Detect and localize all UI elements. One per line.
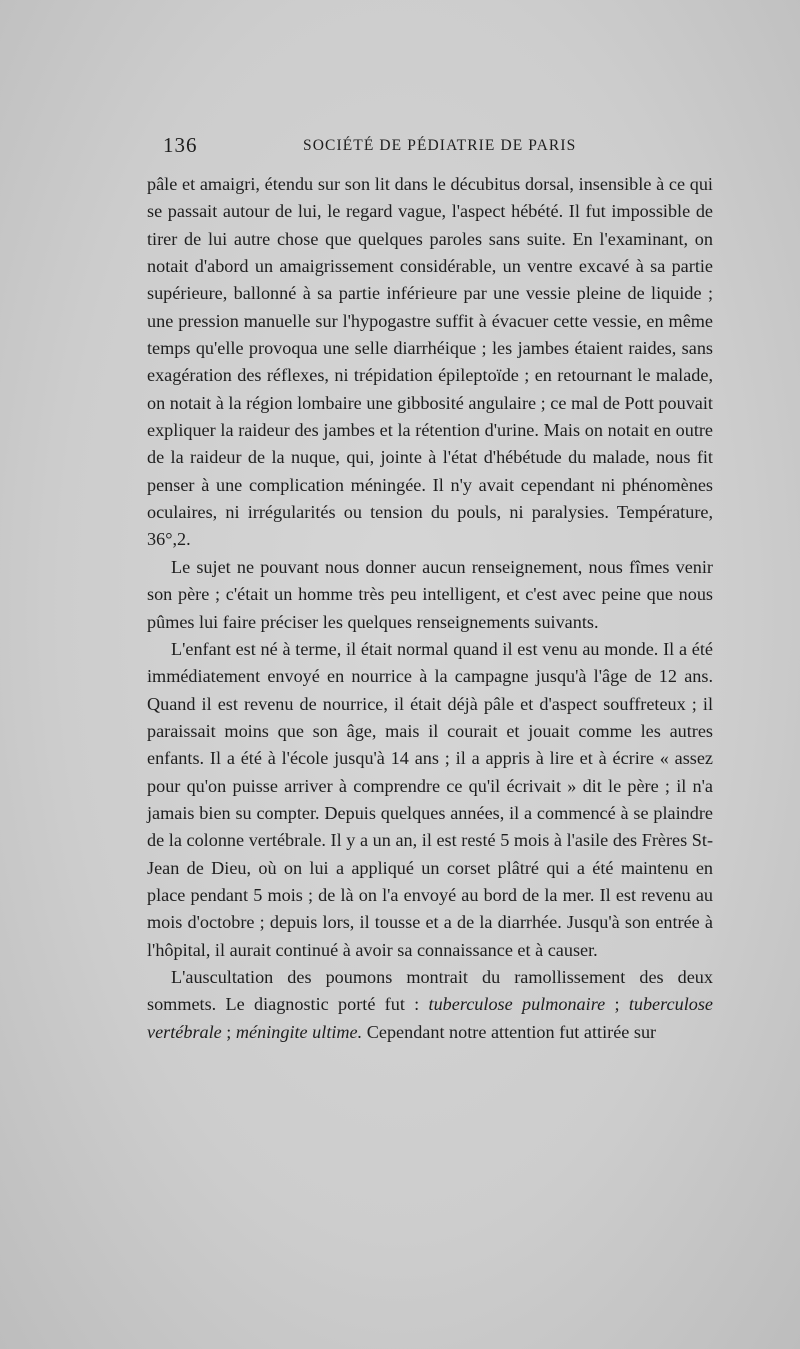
page-number: 136 [163, 133, 198, 157]
paragraph-3: L'enfant est né à terme, il était normal quand il est venu au monde. Il a été immédiatement envoyé en nourrice à la campagne jusqu'à l'âge de 12 ans. Quand il est revenu de nourrice, il était déjà pâle et d'aspect souffreteux ; il paraissait moins que son âge, mais il courait et jouait comme les autres enfants. Il a été à l'école jusqu'à 14 ans ; il a appris à lire et à écrire « assez pour qu'on puisse arriver à comprendre ce qu'il écrivait » dit le père ; il n'a jamais bien su compter. Depuis quelques années, il a commencé à se plaindre de la colonne vertébrale. Il y a un an, il est resté 5 mois à l'asile des Frères St-Jean de Dieu, où on lui a appliqué un corset plâtré qui a été maintenu en place pendant 5 mois ; de là on l'a envoyé au bord de la mer. Il est revenu au mois d'octobre ; depuis lors, il tousse et a de la diarrhée. Jusqu'à son entrée à l'hôpital, il aurait continué à avoir sa connaissance et à causer. [147, 638, 713, 960]
page-header [163, 133, 711, 163]
paragraph-2: Le sujet ne pouvant nous donner aucun renseignement, nous fîmes venir son père ; c'était un homme très peu intelligent, et c'est avec peine que nous pûmes lui faire préciser les quelques renseignements suivants. [147, 556, 713, 632]
separator: ; [605, 994, 629, 1015]
paragraph-4-continuation: Cependant notre attention fut attirée sur [362, 1021, 657, 1042]
body-text [147, 171, 713, 1046]
paragraph-1: pâle et amaigri, étendu sur son lit dans le décubitus dorsal, insensible à ce qui se passait autour de lui, le regard vague, l'aspect hébété. Il fut impossible de tirer de lui autre chose que quelques paroles sans suite. En l'examinant, on notait d'abord un amaigrissement considérable, un ventre excavé à sa partie supérieure, ballonné à sa partie inférieure par une vessie pleine de liquide ; une pression manuelle sur l'hypogastre suffit à évacuer cette vessie, en même temps qu'elle provoqua une selle diarrhéique ; les jambes étaient raides, sans exagération des réflexes, ni trépidation épileptoïde ; en retournant le malade, on notait à la région lombaire une gibbosité angulaire ; ce mal de Pott pouvait expliquer la raideur des jambes et la rétention d'urine. Mais on notait en outre de la raideur de la nuque, qui, jointe à l'état d'hébétude du malade, nous fit penser à une complication méningée. Il n'y avait cependant ni phénomènes oculaires, ni irrégularités ou tension du pouls, ni paralysies. Température, 36°,2. [147, 174, 713, 550]
paragraph-4-text: L'auscultation des poumons montrait du ramollissement des deux sommets. Le diagnostic porté fut : [147, 966, 713, 1015]
paragraph-4 [147, 964, 713, 1046]
diagnosis-vertebral: tuberculose vertébrale [147, 994, 713, 1042]
diagnosis-pulmonary: tuberculose pulmonaire [428, 994, 606, 1015]
separator: ; [221, 1021, 236, 1042]
running-head: SOCIÉTÉ DE PÉDIATRIE DE PARIS [303, 137, 577, 154]
diagnosis-meningitis: méningite ultime. [235, 1021, 363, 1042]
